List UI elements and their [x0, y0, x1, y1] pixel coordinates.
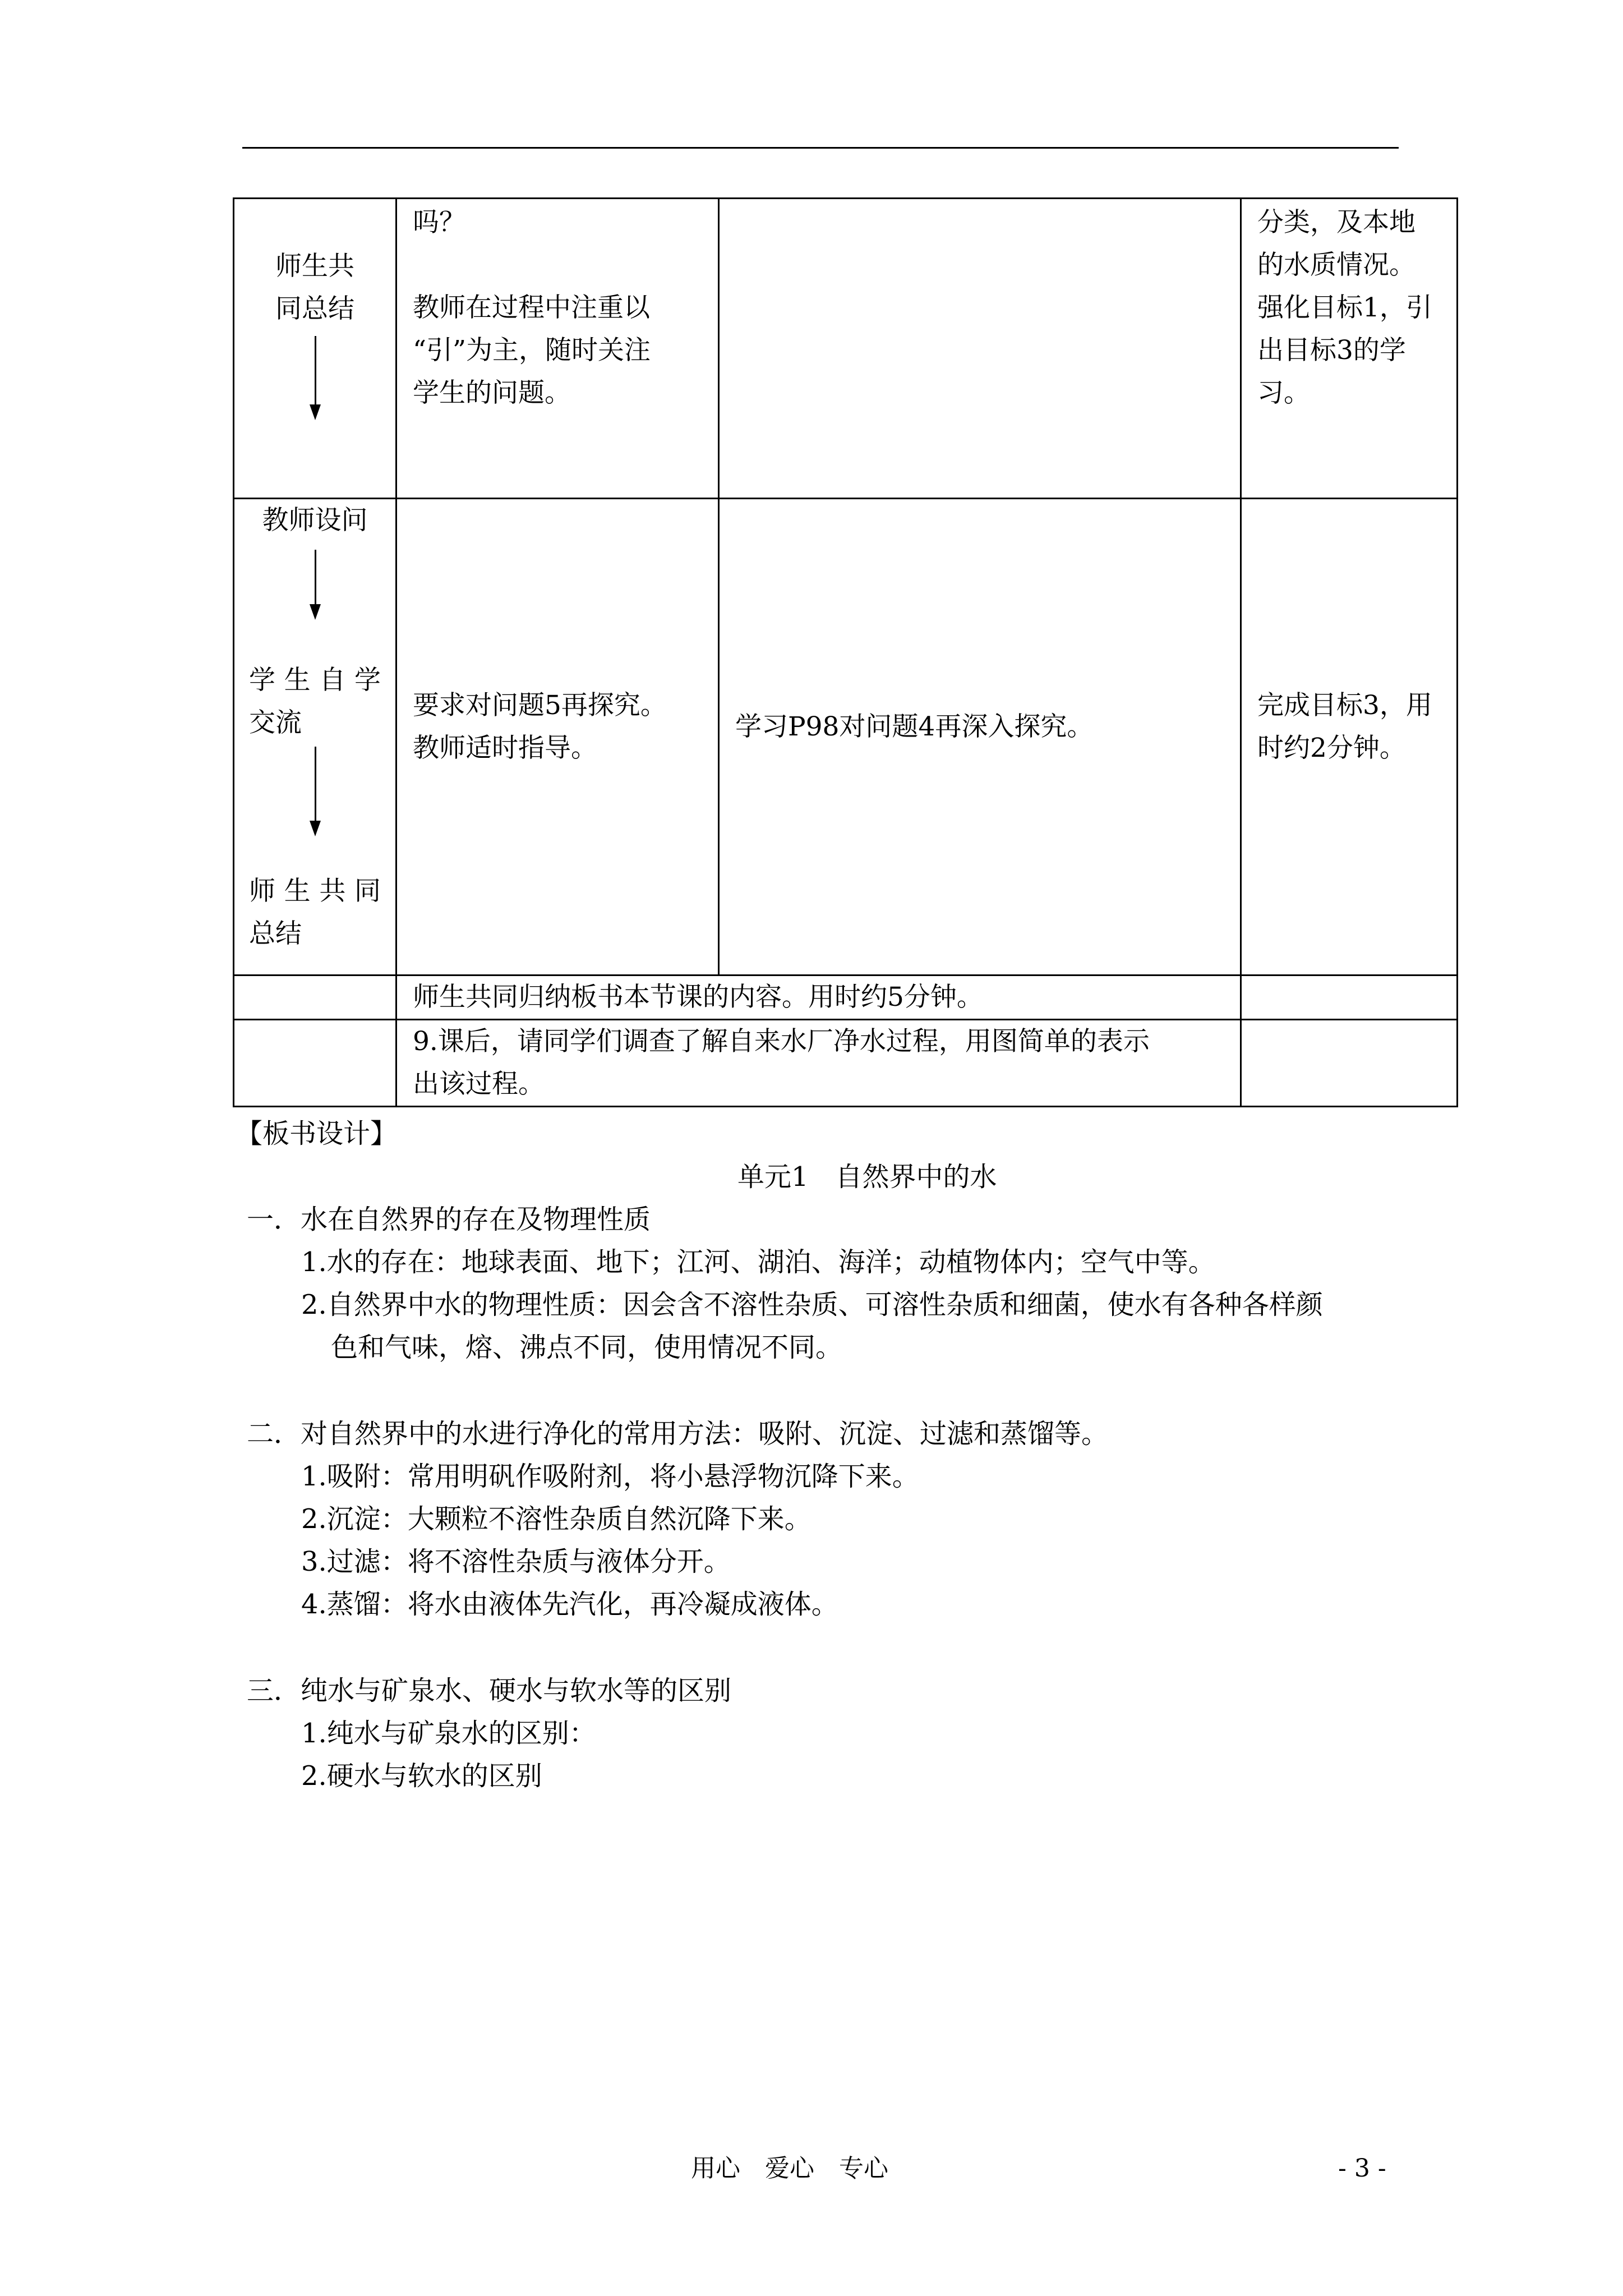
board-design-heading: 【板书设计】: [236, 1118, 398, 1149]
section-title: 二．对自然界中的水进行净化的常用方法：吸附、沉淀、过滤和蒸馏等。: [247, 1418, 1109, 1450]
lesson-table: [233, 197, 1458, 1107]
list-item: 1.水的存在：地球表面、地下；江河、湖泊、海洋；动植物体内；空气中等。: [301, 1246, 1215, 1278]
flow-step-selfstudy: 学 生 自 学: [249, 665, 381, 696]
text-line: 9.课后，请同学们调查了解自来水厂净水过程，用图简单的表示: [413, 1026, 1150, 1057]
footer-motto: 用心 爱心 专心: [691, 2154, 888, 2183]
teacher-activity-cell: [396, 499, 719, 976]
text-line: 出目标3的学: [1257, 335, 1406, 366]
text-line: 出该过程。: [413, 1069, 545, 1099]
text-line: 时约2分钟。: [1257, 733, 1406, 763]
page-number: - 3 -: [1338, 2154, 1386, 2183]
table-row: [234, 199, 1458, 499]
flow-cell: [234, 499, 396, 976]
text-line: 分类，及本地: [1257, 207, 1415, 238]
flow-step-ask: 教师设问: [262, 505, 368, 536]
homework-cell: [396, 1020, 1241, 1107]
text-line: 习。: [1257, 378, 1310, 408]
list-item: 3.过滤：将不溶性杂质与液体分开。: [301, 1546, 731, 1577]
student-activity-cell: [719, 199, 1241, 499]
table-row: [234, 976, 1458, 1020]
down-arrow-icon: [310, 747, 321, 836]
table-row: [234, 499, 1458, 976]
design-intent-cell: [1241, 499, 1458, 976]
flow-label: 师生共同总结: [275, 251, 354, 324]
text-line: 要求对问题5再探究。: [413, 690, 667, 721]
section-title: 三．纯水与矿泉水、硬水与软水等的区别: [247, 1675, 732, 1706]
list-item: 4.蒸馏：将水由液体先汽化，再冷凝成液体。: [301, 1589, 838, 1620]
flow-step-selfstudy-2: 交流: [249, 707, 302, 738]
text-line: 教师在过程中注重以: [413, 292, 650, 323]
table-row: [234, 1020, 1458, 1107]
design-intent-cell: [1241, 199, 1458, 499]
text-line: 学生的问题。: [413, 378, 571, 408]
teacher-activity-cell: [396, 199, 719, 499]
list-item: 色和气味，熔、沸点不同，使用情况不同。: [331, 1332, 843, 1363]
list-item: 2.硬水与软水的区别: [301, 1760, 542, 1792]
header-rule: [242, 147, 1399, 149]
down-arrow-icon: [310, 550, 321, 620]
text-line: “引”为主，随时关注: [413, 335, 651, 366]
text-line: 完成目标3，用: [1257, 690, 1432, 721]
list-item: 1.吸附：常用明矾作吸附剂，将小悬浮物沉降下来。: [301, 1461, 919, 1492]
flow-step-summary-2: 总结: [249, 918, 302, 949]
student-activity-cell: [719, 499, 1241, 976]
text-line: 吗？: [413, 207, 465, 238]
text-line: 的水质情况。: [1257, 250, 1415, 280]
board-design-title: 单元1 自然界中的水: [737, 1161, 997, 1193]
text-line: 教师适时指导。: [413, 733, 597, 763]
text-line: 强化目标1，引: [1257, 292, 1432, 323]
list-item: 2.沉淀：大颗粒不溶性杂质自然沉降下来。: [301, 1503, 811, 1535]
flow-cell: [234, 199, 396, 499]
list-item: 2.自然界中水的物理性质：因会含不溶性杂质、可溶性杂质和细菌，使水有各种各样颜: [301, 1289, 1323, 1320]
list-item: 1.纯水与矿泉水的区别：: [301, 1718, 596, 1749]
section-title: 一．水在自然界的存在及物理性质: [247, 1204, 651, 1235]
down-arrow-icon: [310, 336, 321, 420]
summary-cell: 师生共同归纳板书本节课的内容。用时约5分钟。: [396, 976, 1241, 1020]
flow-step-summary: 师 生 共 同: [249, 876, 381, 907]
text-line: 学习P98对问题4再深入探究。: [735, 711, 1094, 742]
